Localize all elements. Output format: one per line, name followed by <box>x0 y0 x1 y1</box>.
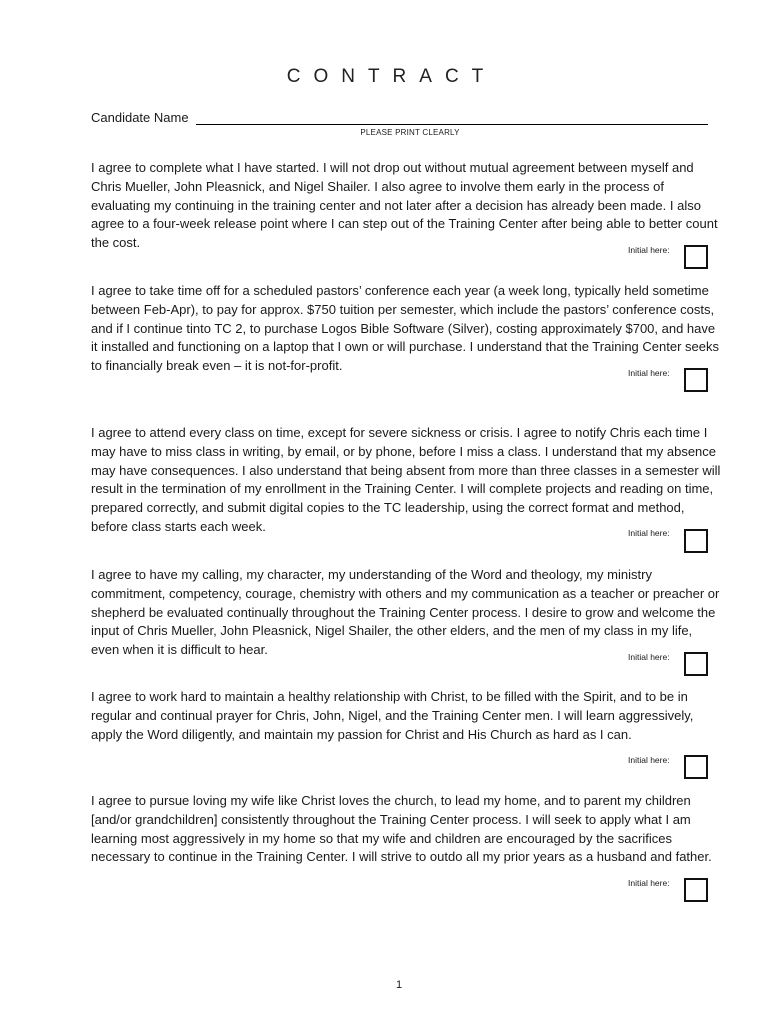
initial-box-6[interactable] <box>684 878 708 902</box>
clause-6: I agree to pursue loving my wife like Christ loves the church, to lead my home, and to parent my children [and/or grandchildren] consistently throughout the Training Center process. I will seek to apply what I am learning most aggressively in my home so that my wife and children are encouraged by the sacrifices necessary to continue in the Training Center. I will strive to outdo all my prior years as a husband and father. <box>91 793 712 865</box>
clause-5: I agree to work hard to maintain a healthy relationship with Christ, to be filled with the Spirit, and to be in regular and continual prayer for Chris, John, Nigel, and the Training Center men. I will learn aggressively, apply the Word diligently, and maintain my passion for Christ and His Church as hard as I can. <box>91 689 694 742</box>
initial-box-4[interactable] <box>684 652 708 676</box>
initial-box-2[interactable] <box>684 368 708 392</box>
initial-label-1: Initial here: <box>628 245 670 255</box>
page-number: 1 <box>395 979 403 991</box>
document-title: CONTRACT <box>286 66 497 87</box>
initial-label-4: Initial here: <box>628 652 670 662</box>
initial-box-5[interactable] <box>684 755 708 779</box>
initial-box-1[interactable] <box>684 245 708 269</box>
initial-label-3: Initial here: <box>628 528 670 538</box>
candidate-name-field[interactable] <box>196 124 708 125</box>
initial-box-3[interactable] <box>684 529 708 553</box>
initial-label-2: Initial here: <box>628 368 670 378</box>
clause-3: I agree to attend every class on time, except for severe sickness or crisis. I agree to notify Chris each time I may have to miss class in writing, by email, or by phone, before I miss a class. I understand that my absence may have consequences. I also understand that being absent from more than three classes in a semester will result in the termination of my enrollment in the Training Center. I will complete projects and reading on time, prepared correctly, and submit digital copies to the TC leadership, using the correct format and method, before class starts each week. <box>91 425 721 534</box>
initial-label-5: Initial here: <box>628 755 670 765</box>
clause-4: I agree to have my calling, my character, my understanding of the Word and theology, my ministry commitment, competency, courage, chemistry with others and my communication as a teacher or preacher or shepherd be evaluated continually throughout the Training Center process. I desire to grow and welcome the input of Chris Mueller, John Pleasnick, Nigel Shailer, the other elders, and the men of my class in my life, even when it is difficult to hear. <box>91 567 720 658</box>
clause-2: I agree to take time off for a scheduled pastors’ conference each year (a week long, typically held sometime between Feb-Apr), to pay for approx. $750 tuition per semester, which include the pastors’ conference costs, and if I continue tinto TC 2, to purchase Logos Bible Software (Silver), costing approximately $700, and have it installed and functioning on a laptop that I own or will purchase. I understand that the Training Center seeks to financially break even – it is not-for-profit. <box>91 283 719 374</box>
clause-1: I agree to complete what I have started. I will not drop out without mutual agreement between myself and Chris Mueller, John Pleasnick, and Nigel Shailer. I also agree to involve them early in the process of evaluating my continuing in the training center and not later after a decision has already been made. I also agree to a four-week release point where I can step out of the Training Center after being able to better count the cost. <box>91 160 718 251</box>
candidate-name-label: Candidate Name <box>91 110 189 125</box>
print-note: PLEASE PRINT CLEARLY <box>360 128 460 137</box>
initial-label-6: Initial here: <box>628 878 670 888</box>
